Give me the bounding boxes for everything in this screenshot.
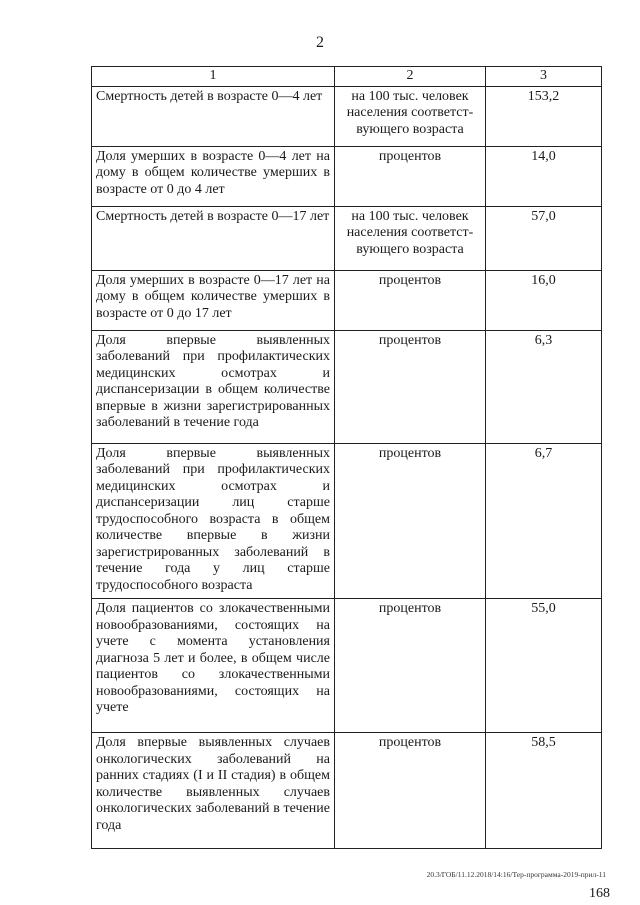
footer-page-number: 168	[589, 886, 610, 901]
indicator-value: 14,0	[486, 146, 602, 206]
indicator-value: 16,0	[486, 270, 602, 330]
indicator-value: 57,0	[486, 206, 602, 270]
indicator-name: Доля умерших в возрасте 0—4 лет на дому в общем количестве умерших в возрасте от 0 до 4 лет	[92, 146, 335, 206]
indicator-name: Смертность детей в возрасте 0—4 лет	[92, 86, 335, 146]
indicator-unit: на 100 тыс. человек населения соответст-вующего возраста	[335, 206, 486, 270]
table-row	[92, 206, 602, 270]
indicator-unit: процентов	[335, 733, 486, 849]
indicator-name: Доля впервые выявленных заболеваний при профилактических медицинских осмотрах и диспансеризации лиц старше трудоспособного возраста в общем количестве впервые в жизни зарегистрированных заболеваний в течение года у лиц старше трудоспособного возраста	[92, 443, 335, 599]
table-row	[92, 330, 602, 443]
table-row	[92, 443, 602, 599]
table-row	[92, 733, 602, 849]
indicator-name: Доля умерших в возрасте 0—17 лет на дому в общем количестве умерших в возрасте от 0 до 17 лет	[92, 270, 335, 330]
indicator-unit: процентов	[335, 443, 486, 599]
indicator-unit: процентов	[335, 270, 486, 330]
indicator-value: 6,3	[486, 330, 602, 443]
column-header-1: 1	[92, 67, 335, 87]
indicators-table	[91, 66, 602, 849]
column-header-3: 3	[486, 67, 602, 87]
table-row	[92, 86, 602, 146]
indicator-name: Доля впервые выявленных заболеваний при профилактических медицинских осмотрах и диспансеризации в общем количестве впервые в жизни зарегистрированных заболеваний в течение года	[92, 330, 335, 443]
indicator-name: Доля пациентов со злокачественными новообразованиями, состоящих на учете с момента установления диагноза 5 лет и более, в общем числе пациентов со злокачественными новообразованиями, состоящих на учете	[92, 599, 335, 733]
page-number: 2	[316, 34, 324, 51]
indicator-value: 58,5	[486, 733, 602, 849]
indicator-name: Смертность детей в возрасте 0—17 лет	[92, 206, 335, 270]
table-row	[92, 146, 602, 206]
column-header-2: 2	[335, 67, 486, 87]
indicator-unit: процентов	[335, 146, 486, 206]
table-row	[92, 599, 602, 733]
indicator-value: 6,7	[486, 443, 602, 599]
indicator-name: Доля впервые выявленных случаев онкологических заболеваний на ранних стадиях (I и II стадия) в общем количестве выявленных случаев онкологических заболеваний в течение года	[92, 733, 335, 849]
document-code: 20.3/ГОБ/11.12.2018/14:16/Тер-программа-2019-прил-11	[426, 870, 606, 879]
indicator-unit: на 100 тыс. человек населения соответст-вующего возраста	[335, 86, 486, 146]
table-header-row	[92, 67, 602, 87]
table-row	[92, 270, 602, 330]
indicator-unit: процентов	[335, 330, 486, 443]
indicator-value: 153,2	[486, 86, 602, 146]
indicator-value: 55,0	[486, 599, 602, 733]
indicator-unit: процентов	[335, 599, 486, 733]
